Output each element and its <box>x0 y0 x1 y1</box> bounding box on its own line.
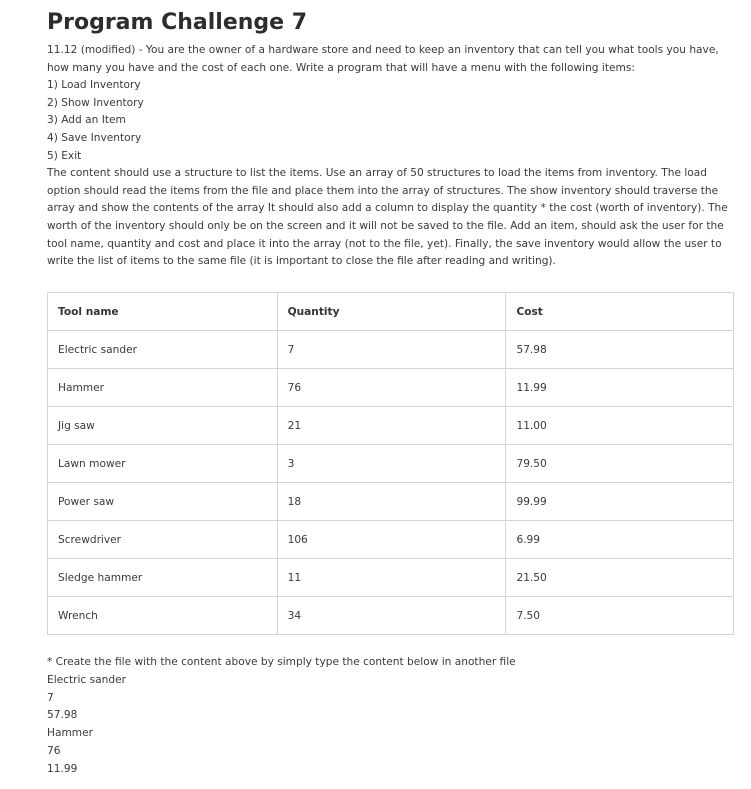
tool-name-cell: Wrench <box>48 597 278 635</box>
column-header-cost: Cost <box>506 293 734 331</box>
table-row <box>48 407 734 445</box>
file-line: 11.99 <box>47 762 78 775</box>
table-row <box>48 369 734 407</box>
table-row <box>48 597 734 635</box>
table-row <box>48 521 734 559</box>
cost-cell: 7.50 <box>506 597 734 635</box>
quantity-cell: 76 <box>277 369 506 407</box>
table-row <box>48 559 734 597</box>
tool-name-cell: Sledge hammer <box>48 559 278 597</box>
quantity-cell: 21 <box>277 407 506 445</box>
assignment-intro <box>47 42 737 271</box>
tool-name-cell: Lawn mower <box>48 445 278 483</box>
quantity-cell: 18 <box>277 483 506 521</box>
quantity-cell: 7 <box>277 331 506 369</box>
tool-name-cell: Electric sander <box>48 331 278 369</box>
cost-cell: 57.98 <box>506 331 734 369</box>
column-header-quantity: Quantity <box>277 293 506 331</box>
file-line: 76 <box>47 744 61 757</box>
file-line: Hammer <box>47 727 93 740</box>
file-line: 57.98 <box>47 709 78 722</box>
cost-cell: 11.99 <box>506 369 734 407</box>
file-instructions <box>47 654 516 779</box>
table-row <box>48 331 734 369</box>
file-note: * Create the file with the content above by simply type the content below in another file <box>47 656 516 668</box>
menu-items-list <box>47 77 737 165</box>
quantity-cell: 11 <box>277 559 506 597</box>
cost-cell: 79.50 <box>506 445 734 483</box>
cost-cell: 21.50 <box>506 559 734 597</box>
cost-cell: 6.99 <box>506 521 734 559</box>
cost-cell: 99.99 <box>506 483 734 521</box>
file-line: Electric sander <box>47 673 126 686</box>
file-line: 7 <box>47 691 54 704</box>
tool-name-cell: Screwdriver <box>48 521 278 559</box>
quantity-cell: 34 <box>277 597 506 635</box>
inventory-table <box>47 292 734 635</box>
assignment-page <box>47 8 737 775</box>
tool-name-cell: Hammer <box>48 369 278 407</box>
menu-item: 5) Exit <box>47 149 82 162</box>
table-header-row <box>48 293 734 331</box>
intro-paragraph: 11.12 (modified) - You are the owner of a hardware store and need to keep an inventory that can tell you what tools you have, how many you have and the cost of each one. Write a program that will have a menu with the following items: <box>47 44 719 74</box>
table-row <box>48 445 734 483</box>
tool-name-cell: Power saw <box>48 483 278 521</box>
cost-cell: 11.00 <box>506 407 734 445</box>
table-row <box>48 483 734 521</box>
quantity-cell: 106 <box>277 521 506 559</box>
tool-name-cell: Jig saw <box>48 407 278 445</box>
column-header-tool-name: Tool name <box>48 293 278 331</box>
description-paragraph: The content should use a structure to list the items. Use an array of 50 structures to load the items from inventory. The load option should read the items from the file and place them into the array of structures. The show inventory should traverse the array and show the contents of the array It should also add a column to display the quantity * the cost (worth of inventory). The worth of the inventory should only be on the screen and it will not be saved to the file. Add an item, should ask the user for the tool name, quantity and cost and place it into the array (not to the file, yet). Finally, the save inventory would allow the user to write the list of items to the same file (it is important to close the file after reading and writing). <box>47 167 728 268</box>
quantity-cell: 3 <box>277 445 506 483</box>
menu-item: 4) Save Inventory <box>47 131 142 144</box>
menu-item: 2) Show Inventory <box>47 96 144 109</box>
menu-item: 3) Add an Item <box>47 114 126 127</box>
menu-item: 1) Load Inventory <box>47 79 141 92</box>
page-title: Program Challenge 7 <box>47 10 308 35</box>
